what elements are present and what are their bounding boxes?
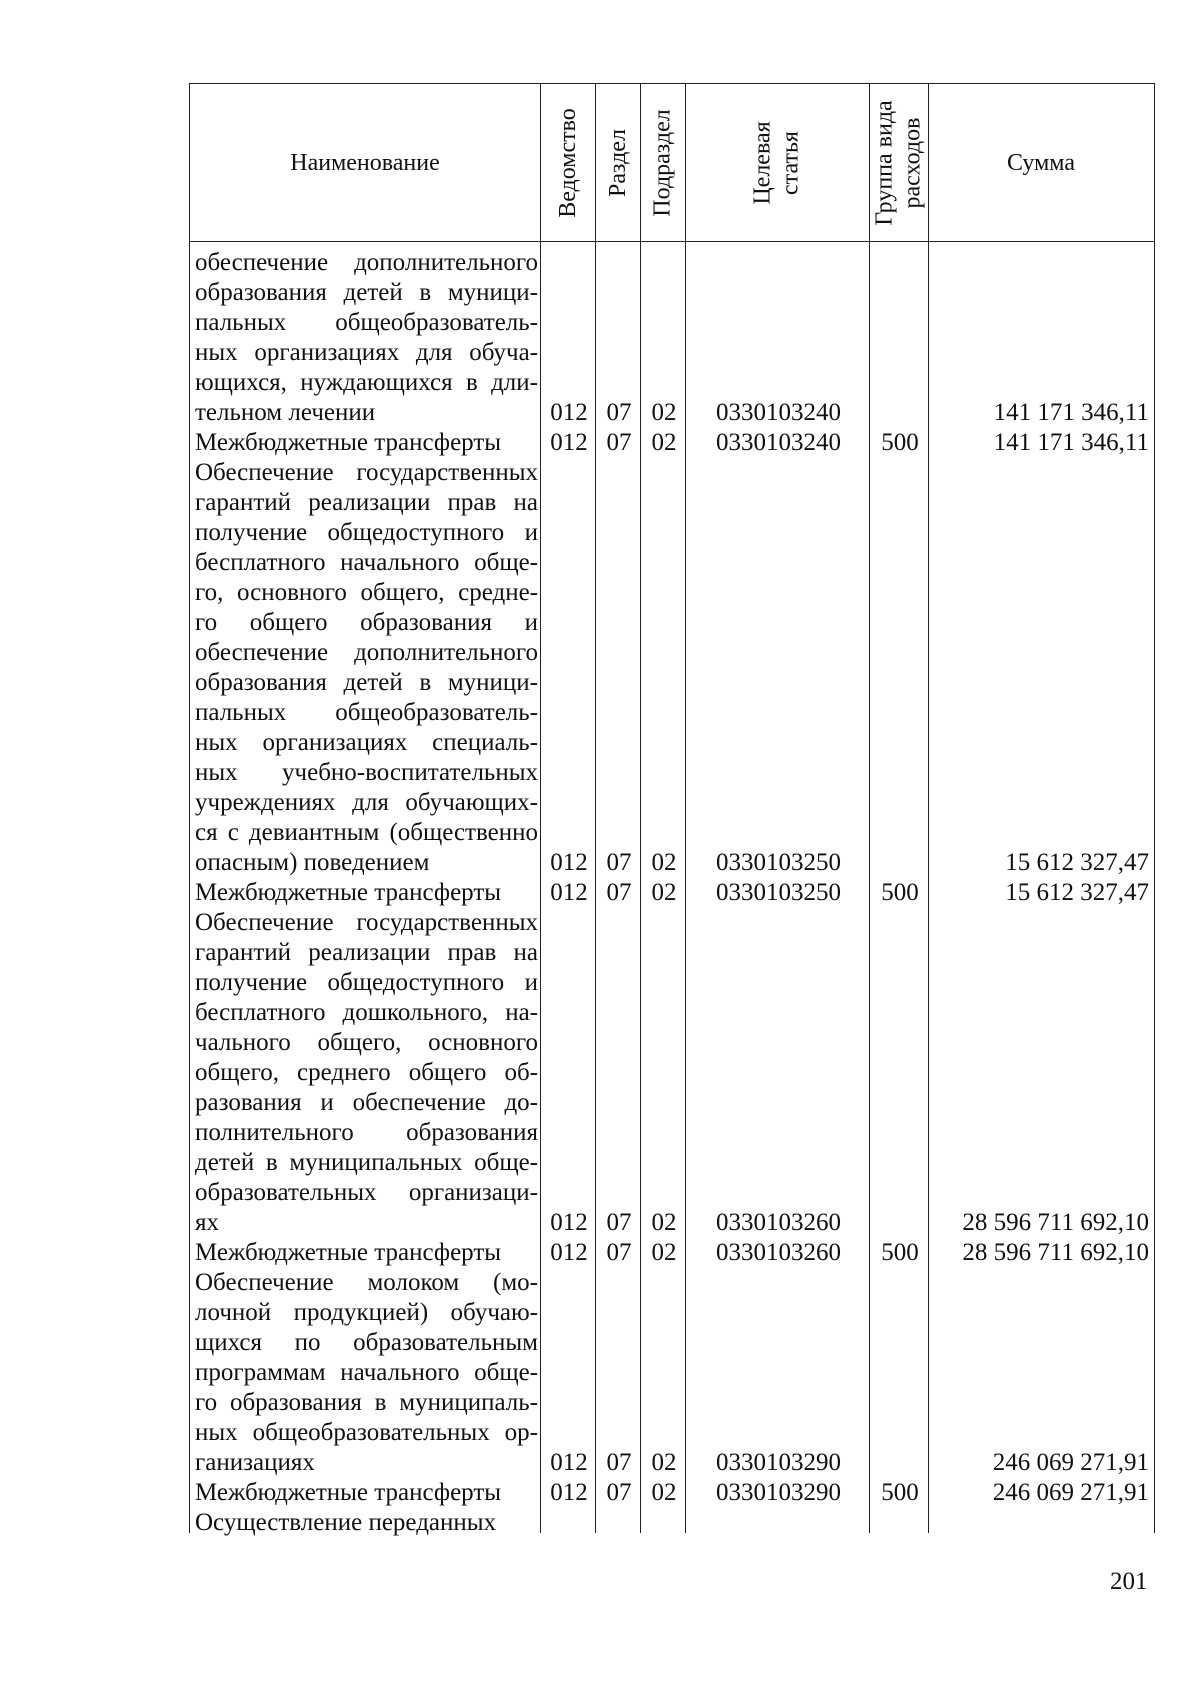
name-line: Осуществление переданных: [195, 1509, 497, 1536]
header-celevaya-statya-label: [749, 121, 805, 204]
name-line: го общего образования и: [195, 609, 538, 636]
cell-summa: 246 069 271,91: [992, 1479, 1149, 1506]
header-podrazdel: [640, 84, 685, 241]
cell-podrazdel: 02: [651, 399, 677, 426]
cell-summa: 28 596 711 692,10: [962, 1239, 1149, 1266]
name-line: полнительного образования: [195, 1119, 538, 1146]
header-gruppa-line1: Группа вида: [871, 99, 898, 226]
cell-vedomstvo: 012: [550, 399, 588, 426]
header-name-label: Наименование: [290, 149, 440, 176]
cell-razdel: 07: [606, 879, 632, 906]
cell-summa: 28 596 711 692,10: [962, 1209, 1149, 1236]
name-line: программам начального обще-: [195, 1359, 538, 1386]
cell-vedomstvo: 012: [550, 1209, 588, 1236]
column-divider: [928, 84, 929, 1533]
name-line: ся с девиантным (общественно: [195, 819, 538, 846]
name-line: образования детей в муници-: [195, 279, 538, 306]
cell-vedomstvo: 012: [550, 429, 588, 456]
cell-celevaya-statya: 0330103290: [716, 1449, 841, 1476]
cell-podrazdel: 02: [651, 849, 677, 876]
cell-razdel: 07: [606, 399, 632, 426]
name-line: получение общедоступного и: [195, 519, 538, 546]
name-line: гарантий реализации прав на: [195, 939, 538, 966]
cell-razdel: 07: [606, 429, 632, 456]
cell-naimenovanie: [195, 1238, 538, 1268]
name-line: образования детей в муници-: [195, 669, 538, 696]
cell-naimenovanie: [195, 1478, 538, 1508]
cell-podrazdel: 02: [651, 1449, 677, 1476]
name-line: пальных общеобразователь-: [195, 699, 538, 726]
name-line: учреждениях для обучающих-: [195, 789, 538, 816]
header-razdel-label: Раздел: [604, 128, 631, 197]
cell-gruppa: 500: [881, 1479, 919, 1506]
cell-naimenovanie: [195, 458, 538, 878]
header-gruppa-label: [871, 100, 927, 225]
cell-summa: 246 069 271,91: [992, 1449, 1149, 1476]
cell-naimenovanie: [195, 1508, 538, 1538]
name-line: получение общедоступного и: [195, 969, 538, 996]
cell-celevaya-statya: 0330103240: [716, 429, 841, 456]
cell-summa: 141 171 346,11: [993, 399, 1149, 426]
name-line: обеспечение дополнительного: [195, 249, 538, 276]
name-line: опасным) поведением: [195, 849, 430, 876]
name-line: лочной продукцией) обучаю-: [195, 1299, 538, 1326]
header-name: [190, 84, 540, 241]
cell-gruppa: 500: [881, 1239, 919, 1266]
name-line: тельном лечении: [195, 399, 376, 426]
cell-celevaya-statya: 0330103250: [716, 879, 841, 906]
header-podrazdel-label: Подраздел: [649, 108, 676, 217]
cell-naimenovanie: [195, 248, 538, 428]
name-line: Обеспечение государственных: [195, 909, 538, 936]
cell-gruppa: 500: [881, 429, 919, 456]
name-line: чального общего, основного: [195, 1029, 538, 1056]
cell-naimenovanie: [195, 878, 538, 908]
column-divider: [869, 84, 870, 1533]
name-line: ющихся, нуждающихся в дли-: [195, 369, 538, 396]
name-line: ных учебно-воспитательных: [195, 759, 538, 786]
name-line: щихся по образовательным: [195, 1329, 538, 1356]
header-razdel: [595, 84, 640, 241]
header-celevaya-line2: статья: [777, 130, 804, 195]
column-divider: [540, 84, 541, 1533]
name-line: пальных общеобразователь-: [195, 309, 538, 336]
name-line: го образования в муниципаль-: [195, 1389, 538, 1416]
header-divider: [190, 241, 1154, 242]
name-line: детей в муниципальных обще-: [195, 1149, 538, 1176]
cell-celevaya-statya: 0330103240: [716, 399, 841, 426]
cell-podrazdel: 02: [651, 879, 677, 906]
cell-naimenovanie: [195, 1268, 538, 1478]
name-line: ях: [195, 1209, 219, 1236]
header-summa-label: Сумма: [1007, 149, 1075, 176]
cell-podrazdel: 02: [651, 1239, 677, 1266]
name-line: Обеспечение государственных: [195, 459, 538, 486]
header-gruppa-vida-rashodov: [869, 84, 928, 241]
header-vedomstvo: [540, 84, 595, 241]
page-number: 201: [1110, 1568, 1148, 1595]
budget-table: [189, 83, 1155, 1536]
name-line: бесплатного дошкольного, на-: [195, 999, 538, 1026]
cell-summa: 15 612 327,47: [1005, 849, 1149, 876]
header-vedomstvo-label: Ведомство: [554, 107, 581, 218]
cell-vedomstvo: 012: [550, 1449, 588, 1476]
name-line: Обеспечение молоком (мо-: [195, 1269, 538, 1296]
cell-razdel: 07: [606, 1209, 632, 1236]
cell-gruppa: 500: [881, 879, 919, 906]
cell-podrazdel: 02: [651, 1209, 677, 1236]
cell-celevaya-statya: 0330103260: [716, 1209, 841, 1236]
cell-celevaya-statya: 0330103250: [716, 849, 841, 876]
cell-summa: 15 612 327,47: [1005, 879, 1149, 906]
cell-naimenovanie: [195, 428, 538, 458]
name-line: Межбюджетные трансферты: [195, 1239, 502, 1266]
header-gruppa-line2: расходов: [899, 117, 926, 208]
cell-podrazdel: 02: [651, 429, 677, 456]
name-line: Межбюджетные трансферты: [195, 879, 502, 906]
header-celevaya-line1: Целевая: [749, 120, 776, 205]
name-line: ных общеобразовательных ор-: [195, 1419, 538, 1446]
cell-celevaya-statya: 0330103260: [716, 1239, 841, 1266]
cell-podrazdel: 02: [651, 1479, 677, 1506]
cell-vedomstvo: 012: [550, 879, 588, 906]
name-line: образовательных организаци-: [195, 1179, 538, 1206]
name-line: Межбюджетные трансферты: [195, 429, 502, 456]
name-line: обеспечение дополнительного: [195, 639, 538, 666]
name-line: разования и обеспечение до-: [195, 1089, 538, 1116]
name-line: ных организациях для обуча-: [195, 339, 538, 366]
cell-vedomstvo: 012: [550, 849, 588, 876]
name-line: ганизациях: [195, 1449, 315, 1476]
column-divider: [595, 84, 596, 1533]
header-summa: [928, 84, 1154, 241]
name-line: общего, среднего общего об-: [195, 1059, 538, 1086]
column-divider: [685, 84, 686, 1533]
name-line: Межбюджетные трансферты: [195, 1479, 502, 1506]
name-line: бесплатного начального обще-: [195, 549, 538, 576]
cell-razdel: 07: [606, 1449, 632, 1476]
name-line: гарантий реализации прав на: [195, 489, 538, 516]
cell-razdel: 07: [606, 1479, 632, 1506]
cell-razdel: 07: [606, 849, 632, 876]
cell-naimenovanie: [195, 908, 538, 1238]
cell-vedomstvo: 012: [550, 1479, 588, 1506]
name-line: го, основного общего, средне-: [195, 579, 538, 606]
cell-vedomstvo: 012: [550, 1239, 588, 1266]
cell-razdel: 07: [606, 1239, 632, 1266]
cell-celevaya-statya: 0330103290: [716, 1479, 841, 1506]
column-divider: [640, 84, 641, 1533]
cell-summa: 141 171 346,11: [993, 429, 1149, 456]
header-celevaya-statya: [685, 84, 869, 241]
name-line: ных организациях специаль-: [195, 729, 538, 756]
